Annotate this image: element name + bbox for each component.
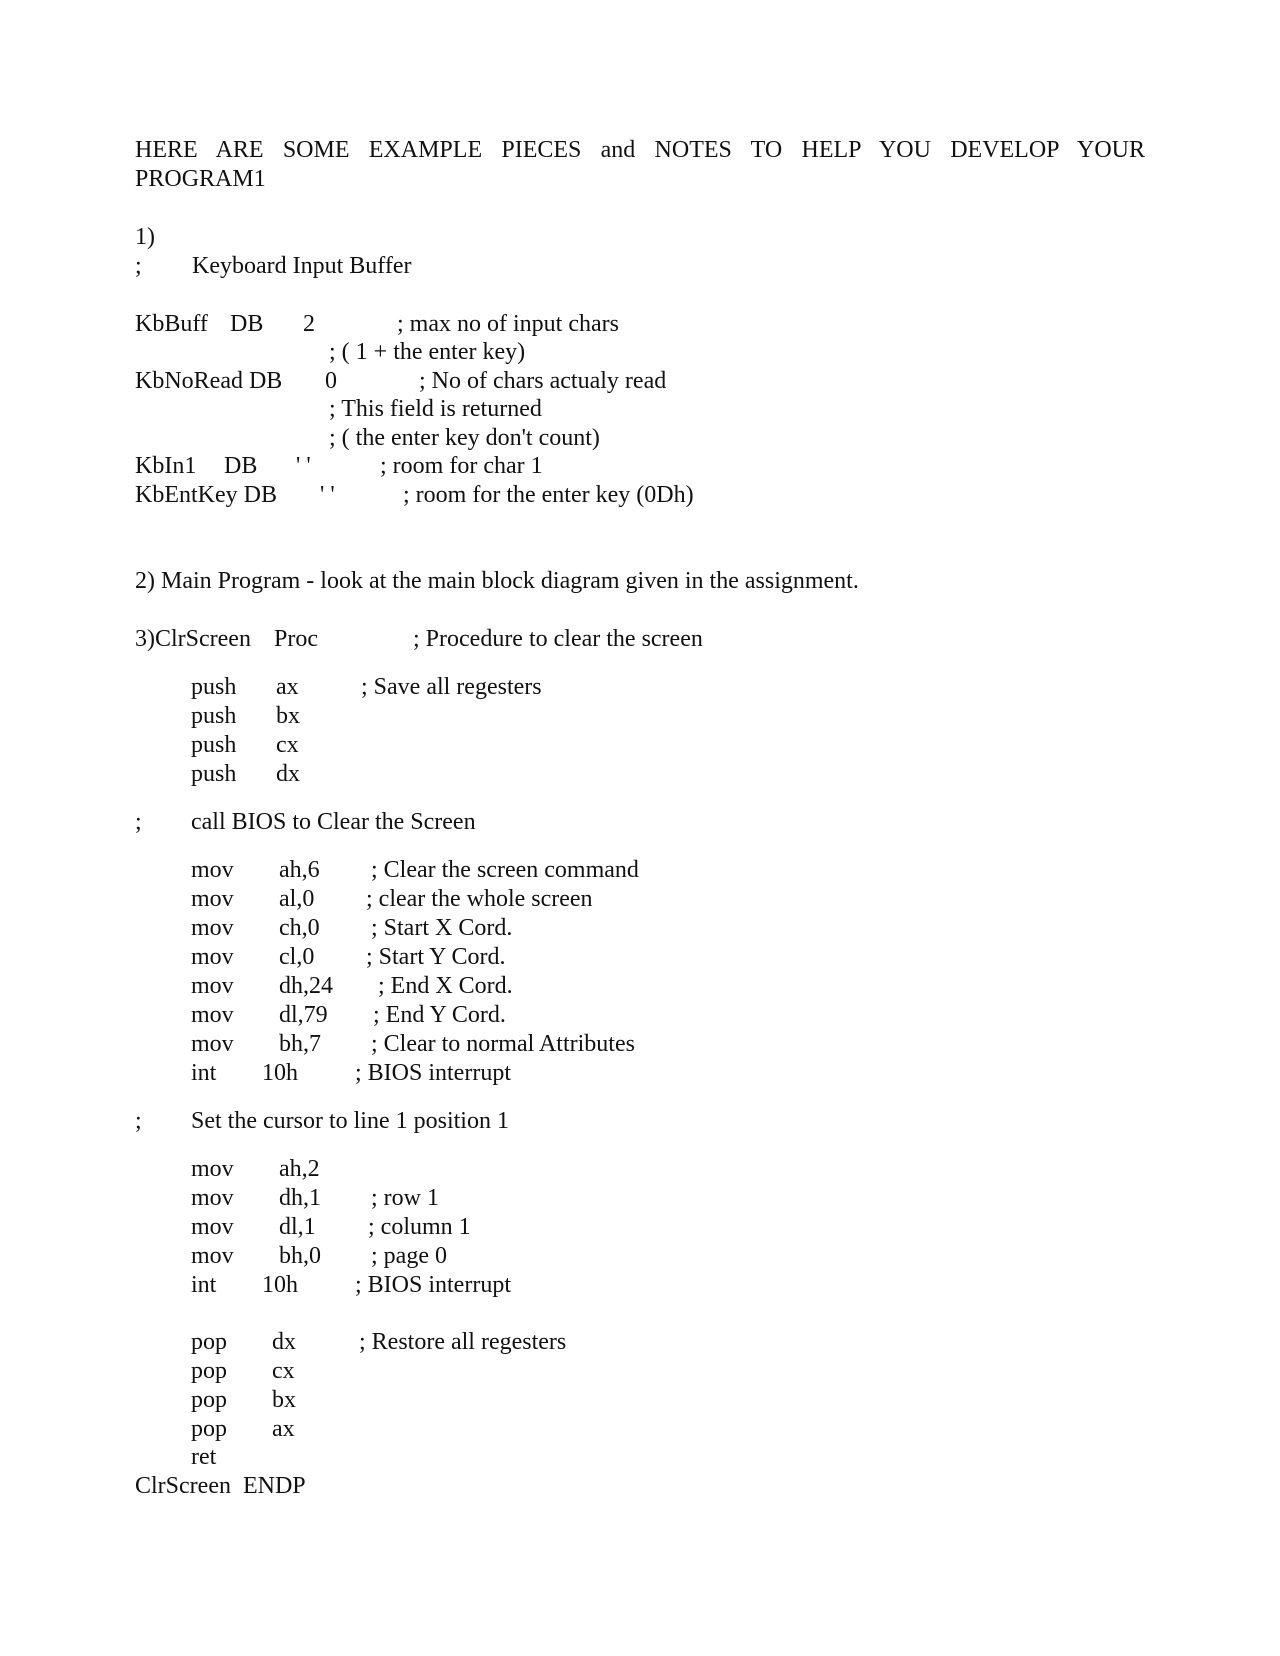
push-op: push	[191, 732, 237, 758]
push-op: push	[191, 674, 237, 700]
proc-keyword: Proc	[274, 626, 318, 652]
kbin1-comment: ; room for char 1	[380, 453, 543, 479]
mov-op: mov	[191, 886, 234, 912]
ret-op: ret	[191, 1444, 217, 1470]
heading-line-2: PROGRAM1	[135, 166, 266, 192]
mov-comment: ; End X Cord.	[378, 973, 513, 999]
mov-op: mov	[191, 1185, 234, 1211]
int-op: int	[191, 1060, 217, 1086]
pop-op: pop	[191, 1387, 227, 1413]
pop-op: pop	[191, 1329, 227, 1355]
mov-op: mov	[191, 1156, 234, 1182]
mov-comment: ; End Y Cord.	[373, 1002, 506, 1028]
push-comment: ; Save all regesters	[361, 674, 542, 700]
push-arg: cx	[276, 732, 299, 758]
cursor-comment-semicolon: ;	[135, 1108, 142, 1134]
pop-arg: ax	[272, 1416, 295, 1442]
kbentkey-value: ' '	[320, 482, 335, 508]
mov-arg: bh,0	[279, 1243, 321, 1269]
kbnoread-comment-cont-1: ; This field is returned	[329, 396, 542, 422]
section-1-comment-semicolon: ;	[135, 253, 142, 279]
pop-arg: cx	[272, 1358, 295, 1384]
mov-op: mov	[191, 973, 234, 999]
proc-comment: ; Procedure to clear the screen	[413, 626, 703, 652]
kbentkey-label: KbEntKey DB	[135, 482, 277, 508]
mov-op: mov	[191, 857, 234, 883]
push-arg: dx	[276, 761, 300, 787]
mov-arg: ch,0	[279, 915, 320, 941]
section-1-number: 1)	[135, 224, 155, 250]
push-op: push	[191, 703, 237, 729]
mov-arg: ah,2	[279, 1156, 320, 1182]
proc-label: 3)ClrScreen	[135, 626, 251, 652]
mov-arg: dh,1	[279, 1185, 321, 1211]
pop-arg: bx	[272, 1387, 296, 1413]
pop-comment: ; Restore all regesters	[359, 1329, 567, 1355]
int-arg: 10h	[262, 1060, 298, 1086]
mov-op: mov	[191, 1031, 234, 1057]
heading-line-1: HERE ARE SOME EXAMPLE PIECES and NOTES TO HELP YOU DEVELOP YOUR	[135, 137, 1145, 163]
kbin1-label: KbIn1	[135, 453, 197, 479]
mov-arg: ah,6	[279, 857, 320, 883]
mov-comment: ; clear the whole screen	[366, 886, 593, 912]
endp-line: ClrScreen ENDP	[135, 1473, 306, 1499]
mov-arg: dl,79	[279, 1002, 328, 1028]
kbbuff-comment-cont: ; ( 1 + the enter key)	[329, 339, 526, 365]
mov-comment: ; Start Y Cord.	[366, 944, 506, 970]
mov-comment: ; page 0	[371, 1243, 447, 1269]
mov-arg: al,0	[279, 886, 315, 912]
kbnoread-comment-cont-2: ; ( the enter key don't count)	[329, 425, 600, 451]
kbnoread-label: KbNoRead DB	[135, 368, 283, 394]
kbin1-directive: DB	[224, 453, 258, 479]
mov-op: mov	[191, 1243, 234, 1269]
mov-arg: dl,1	[279, 1214, 316, 1240]
mov-arg: bh,7	[279, 1031, 321, 1057]
section-1-comment: Keyboard Input Buffer	[192, 253, 412, 279]
mov-op: mov	[191, 944, 234, 970]
push-arg: bx	[276, 703, 300, 729]
pop-op: pop	[191, 1358, 227, 1384]
cursor-comment: Set the cursor to line 1 position 1	[191, 1108, 509, 1134]
mov-comment: ; Clear to normal Attributes	[371, 1031, 635, 1057]
kbbuff-directive: DB	[230, 311, 264, 337]
kbentkey-comment: ; room for the enter key (0Dh)	[403, 482, 694, 508]
section-2-text: 2) Main Program - look at the main block diagram given in the assignment.	[135, 568, 859, 594]
kbin1-value: ' '	[296, 453, 311, 479]
mov-arg: cl,0	[279, 944, 315, 970]
mov-comment: ; row 1	[371, 1185, 439, 1211]
pop-op: pop	[191, 1416, 227, 1442]
int-comment: ; BIOS interrupt	[355, 1272, 511, 1298]
kbnoread-value: 0	[325, 368, 337, 394]
kbbuff-label: KbBuff	[135, 311, 208, 337]
clear-comment-semicolon: ;	[135, 809, 142, 835]
mov-comment: ; Clear the screen command	[371, 857, 639, 883]
kbnoread-comment: ; No of chars actualy read	[419, 368, 667, 394]
int-comment: ; BIOS interrupt	[355, 1060, 511, 1086]
mov-op: mov	[191, 1214, 234, 1240]
mov-op: mov	[191, 1002, 234, 1028]
push-arg: ax	[276, 674, 299, 700]
pop-arg: dx	[272, 1329, 296, 1355]
mov-arg: dh,24	[279, 973, 333, 999]
mov-op: mov	[191, 915, 234, 941]
mov-comment: ; Start X Cord.	[371, 915, 513, 941]
int-op: int	[191, 1272, 217, 1298]
kbbuff-value: 2	[303, 311, 315, 337]
kbbuff-comment: ; max no of input chars	[397, 311, 619, 337]
clear-comment: call BIOS to Clear the Screen	[191, 809, 476, 835]
push-op: push	[191, 761, 237, 787]
int-arg: 10h	[262, 1272, 298, 1298]
mov-comment: ; column 1	[368, 1214, 471, 1240]
